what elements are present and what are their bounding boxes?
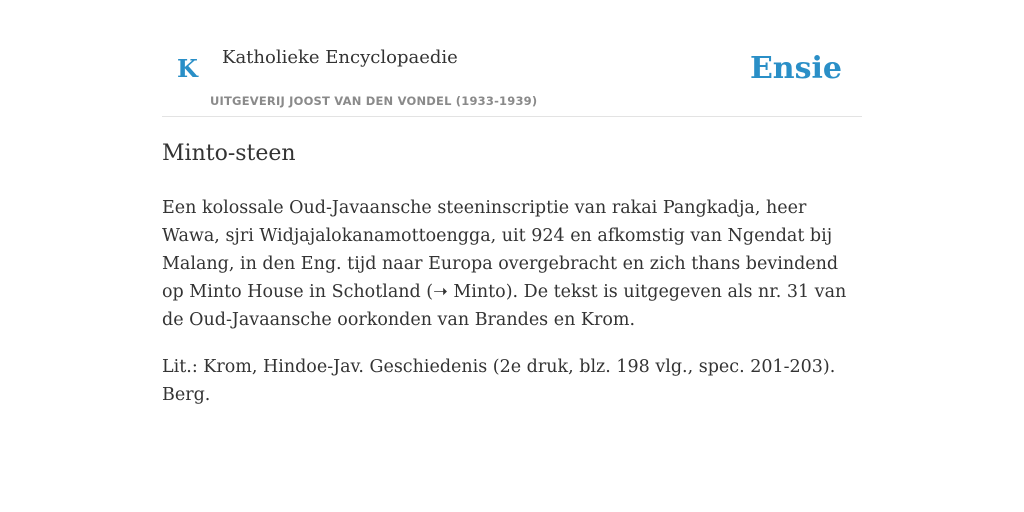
- article-title: Minto-steen: [162, 141, 296, 166]
- publisher-subtitle: UITGEVERIJ JOOST VAN DEN VONDEL (1933-1939): [210, 94, 538, 108]
- paragraph-text: Een kolossale Oud-Javaansche steeninscriptie van rakai Pangkadja, heer Wawa, sjri Widjajalokanamottoengga, uit 924 en afkomstig van Ngendat bij Malang, in den Eng. tijd naar Europa overgebracht en zich thans bevindend op Minto House in Schotland (: [162, 198, 839, 302]
- site-logo[interactable]: K: [177, 54, 198, 83]
- article-content: [162, 136, 864, 428]
- brand-logo[interactable]: Ensie: [749, 51, 842, 86]
- minto-link[interactable]: ➝ Minto: [433, 282, 506, 302]
- article-paragraph: [162, 194, 864, 334]
- site-title[interactable]: Katholieke Encyclopaedie: [222, 47, 458, 68]
- site-header: [162, 0, 862, 117]
- literature-paragraph: Lit.: Krom, Hindoe-Jav. Geschiedenis (2e druk, blz. 198 vlg., spec. 201-203). Berg.: [162, 357, 836, 405]
- paragraph-text: ). De tekst is uitgegeven als nr. 31 van de Oud-Javaansche oorkonden van Brandes en Krom.: [162, 282, 847, 330]
